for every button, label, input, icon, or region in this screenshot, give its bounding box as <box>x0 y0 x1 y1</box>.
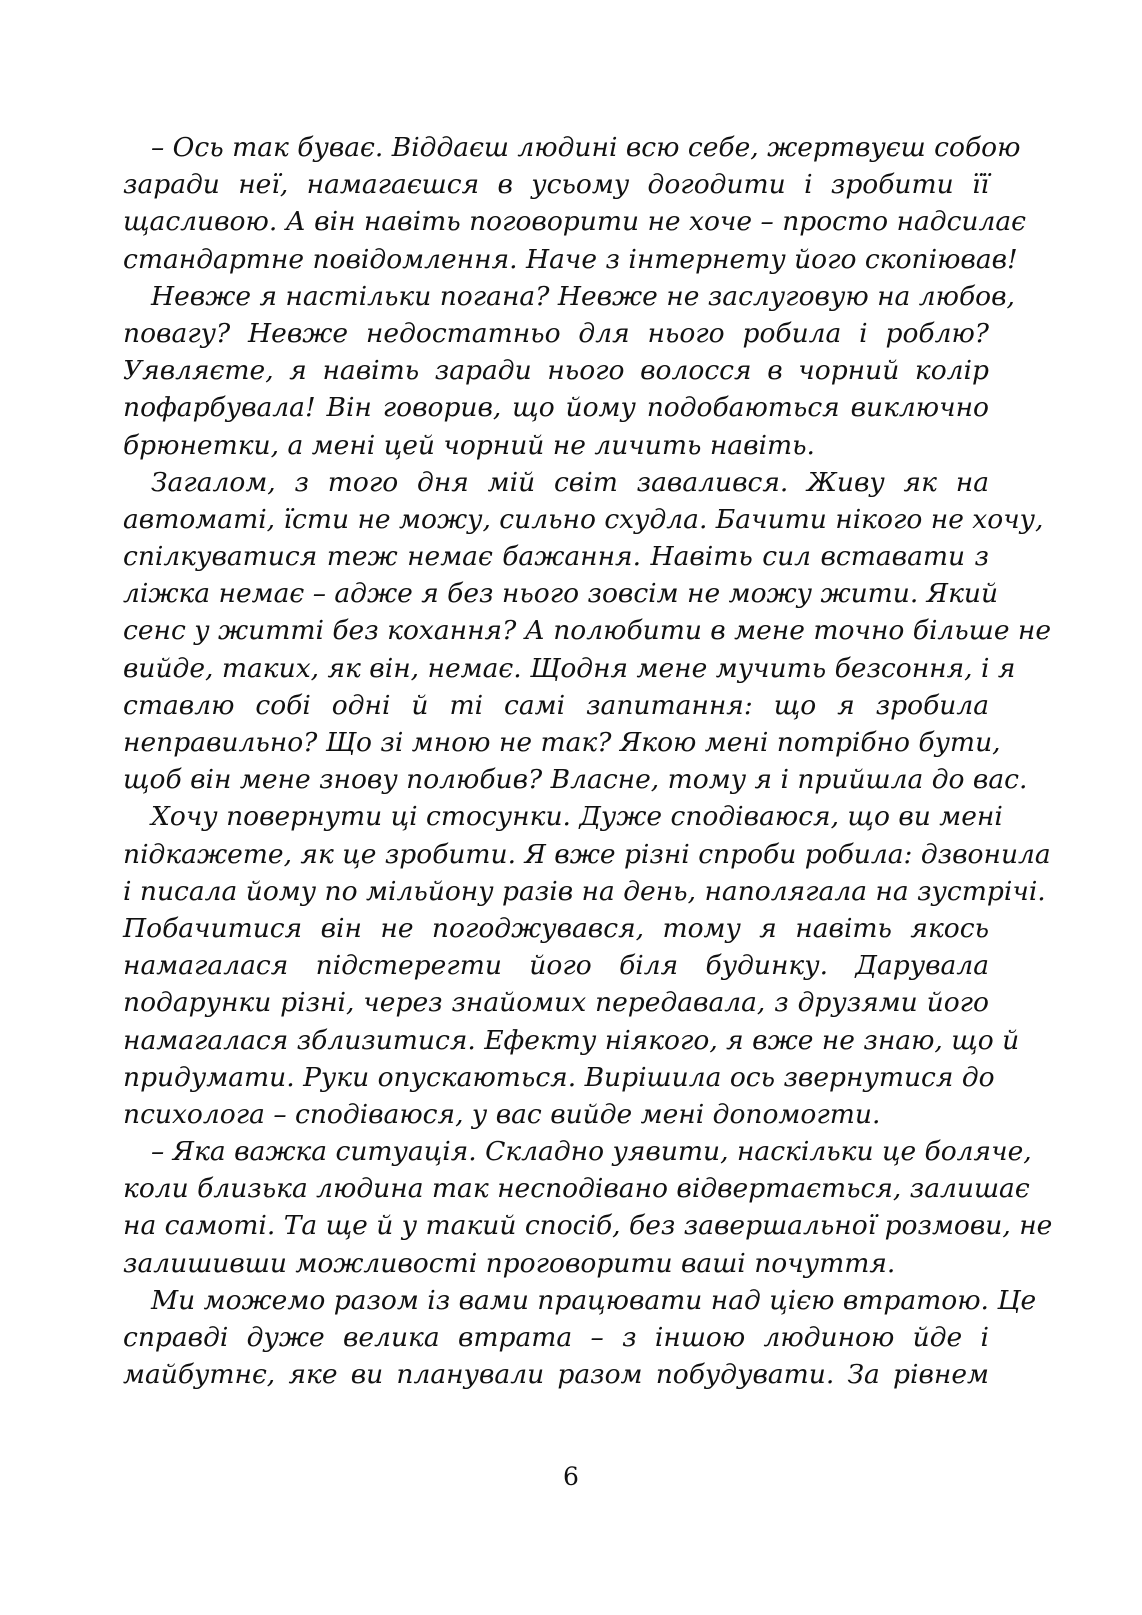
paragraph-line: неправильно? Що зі мною не так? Якою мені потрібно бути, <box>123 727 1001 758</box>
paragraph-line: повагу? Невже недостатньо для нього робила і роблю? <box>123 317 989 349</box>
paragraph-line: заради неї, намагаєшся в усьому догодити і зробити її <box>123 169 989 201</box>
paragraph-line: майбутнє, яке ви планували разом побудувати. За рівнем <box>123 1359 989 1391</box>
paragraph-first-line: Ми можемо разом із вами працювати над цією втратою. Це <box>151 1284 1037 1316</box>
paragraph-first-line: Загалом, з того дня мій світ завалився. Живу як на <box>151 466 989 498</box>
paragraph-line: намагалася підстерегти його біля будинку. Дарувала <box>123 950 989 982</box>
paragraph-line: сенс у житті без кохання? А полюбити в мене точно більше не <box>123 615 1052 647</box>
paragraph-line: придумати. Руки опускаються. Вирішила ось звернутися до <box>123 1061 995 1093</box>
paragraph-line: щасливою. А він навіть поговорити не хоче – просто надсилає <box>123 206 1026 238</box>
paragraph-line: і писала йому по мільйону разів на день, наполягала на зустрічі. <box>123 875 1046 907</box>
paragraph-line: залишивши можливості проговорити ваші почуття. <box>123 1247 896 1279</box>
paragraph-line: вийде, таких, як він, немає. Щодня мене мучить безсоння, і я <box>123 652 1016 684</box>
paragraph-line: спілкуватися теж немає бажання. Навіть сил вставати з <box>123 541 989 573</box>
paragraph-line: стандартне повідомлення. Наче з інтернету його скопіював! <box>123 243 1018 275</box>
paragraph-line: пофарбувала! Він говорив, що йому подобаються виключно <box>123 392 989 424</box>
paragraph-line: коли близька людина так несподівано відвертається, залишає <box>123 1173 1030 1205</box>
paragraph-line: ставлю собі одні й ті самі запитання: що я зробила <box>123 689 989 721</box>
paragraph-first-line: – Яка важка ситуація. Складно уявити, наскільки це боляче, <box>151 1136 1032 1168</box>
paragraph-line: щоб він мене знову полюбив? Власне, тому я і прийшла до вас. <box>123 764 1028 796</box>
paragraph-line: брюнетки, а мені цей чорний не личить навіть. <box>123 429 815 461</box>
paragraph-line: Побачитися він не погоджувався, тому я навіть якось <box>123 912 989 944</box>
paragraph-line: психолога – сподіваюся, у вас вийде мені допомогти. <box>123 1098 881 1130</box>
paragraph-line: на самоті. Та ще й у такий спосіб, без завершальної розмови, не <box>123 1210 1053 1242</box>
paragraph-first-line: – Ось так буває. Віддаєш людині всю себе, жертвуєш собою <box>151 132 1021 163</box>
body-text <box>123 129 1053 1393</box>
paragraph-line: справді дуже велика втрата – з іншою людиною йде і <box>123 1322 989 1353</box>
paragraph-line: подарунки різні, через знайомих передавала, з друзями його <box>123 987 989 1019</box>
paragraph-line: Уявляєте, я навіть заради нього волосся в чорний колір <box>123 355 989 387</box>
paragraph-line: ліжка немає – адже я без нього зовсім не можу жити. Який <box>123 578 999 610</box>
paragraph-line: підкажете, як це зробити. Я вже різні спроби робила: дзвонила <box>123 838 1051 870</box>
paragraph-first-line: Хочу повернути ці стосунки. Дуже сподіваюся, що ви мені <box>151 801 1003 833</box>
paragraph-line: автоматі, їсти не можу, сильно схудла. Бачити нікого не хочу, <box>123 503 1044 535</box>
paragraph-line: намагалася зблизитися. Ефекту ніякого, я вже не знаю, що й <box>123 1024 1020 1056</box>
page-number: 6 <box>563 1462 579 1491</box>
paragraph-first-line: Невже я настільки погана? Невже не заслуговую на любов, <box>151 280 1015 312</box>
